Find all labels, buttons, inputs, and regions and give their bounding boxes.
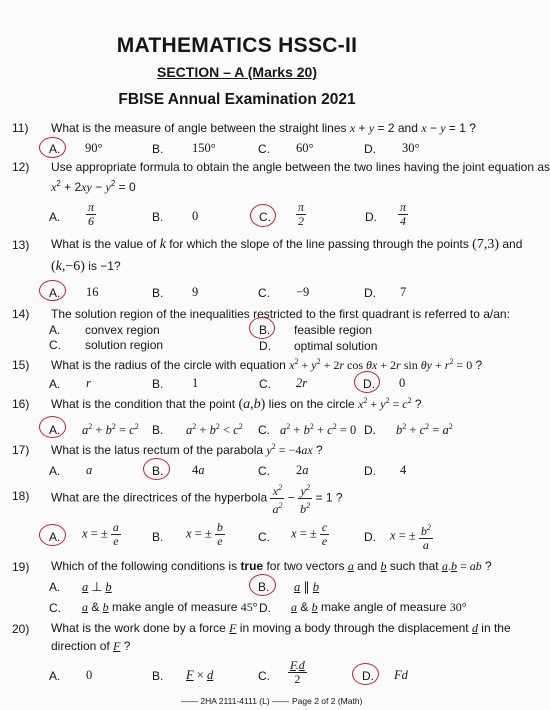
option-value: x = ± $\frac{b^2}{a}$ bbox=[390, 523, 431, 552]
question-number: 20) bbox=[12, 622, 30, 636]
option-value: 4 bbox=[400, 463, 407, 477]
option-label: B. bbox=[259, 323, 271, 337]
option-value: 0 bbox=[192, 209, 199, 223]
option-value: x = ± $\frac{b}{e}$ bbox=[186, 520, 223, 548]
option-label: B. bbox=[258, 580, 270, 594]
answer-mark bbox=[354, 371, 380, 393]
option-label: B. bbox=[152, 286, 164, 300]
answer-mark bbox=[249, 317, 275, 339]
option-value: 16 bbox=[86, 285, 99, 299]
option-label: D. bbox=[259, 339, 271, 353]
paper-code: —— 2HA 2111-4111 (L) —— bbox=[181, 696, 290, 706]
answer-mark bbox=[39, 416, 66, 438]
question-text: Which of the following conditions is true for two vectors a and b such that a.b = ab ? bbox=[51, 559, 492, 573]
question-text-cont: direction of F ? bbox=[51, 639, 131, 653]
option-value: a & b make angle of measure 45° bbox=[82, 600, 258, 614]
question-number: 14) bbox=[12, 307, 30, 321]
section-heading: SECTION – A (Marks 20) bbox=[156, 64, 317, 80]
option-value: $a^2 + b^2 < c^2$ bbox=[186, 422, 243, 438]
question-number: 13) bbox=[12, 238, 30, 252]
option-value: F × d bbox=[186, 668, 214, 682]
answer-mark bbox=[39, 280, 66, 301]
option-value: a ⊥ b bbox=[82, 580, 112, 594]
exam-heading: FBISE Annual Examination 2021 bbox=[118, 91, 356, 108]
question-text: What is the condition that the point (a,b) lies on the circle $x^2 + y^2 = c^2$ ? bbox=[51, 396, 422, 412]
option-value: Fd bbox=[394, 668, 408, 682]
question-text: The solution region of the inequalities restricted to the first quadrant is referred to a/an: bbox=[51, 307, 510, 321]
option-value: solution region bbox=[85, 338, 164, 352]
question-text: What is the work done by a force F in moving a body through the displacement d in the bbox=[51, 621, 511, 635]
option-value: $\frac{\pi}{2}$ bbox=[298, 200, 305, 228]
question-number: 15) bbox=[12, 358, 30, 372]
option-value: 1 bbox=[192, 376, 199, 390]
option-label: C. bbox=[258, 142, 270, 156]
option-value: x = ± $\frac{c}{e}$ bbox=[291, 520, 328, 548]
question-number: 11) bbox=[12, 121, 29, 135]
question-number: 18) bbox=[12, 489, 30, 503]
option-value: $a^2 + b^2 + c^2 = 0$ bbox=[280, 422, 357, 438]
equation: $x^2 + 2xy - y^2 = 0$ bbox=[51, 179, 136, 194]
option-value: 9 bbox=[192, 285, 199, 299]
option-label: B. bbox=[152, 142, 164, 156]
option-value: 4a bbox=[192, 463, 205, 477]
option-label: B. bbox=[152, 530, 164, 544]
option-label: A. bbox=[49, 580, 61, 594]
answer-mark bbox=[39, 524, 66, 546]
option-label: C. bbox=[258, 669, 270, 683]
option-label: A. bbox=[49, 530, 61, 544]
option-label: B. bbox=[152, 377, 164, 391]
option-label: D. bbox=[364, 286, 376, 300]
answer-mark bbox=[143, 458, 170, 480]
option-label: C. bbox=[259, 210, 271, 224]
option-label: D. bbox=[364, 423, 376, 437]
option-value: 7 bbox=[400, 285, 407, 299]
question-text: What is the latus rectum of the parabola $y^2 = -4ax$ ? bbox=[51, 442, 323, 457]
option-value: 60° bbox=[296, 141, 314, 155]
option-value: 0 bbox=[399, 376, 406, 390]
option-label: C. bbox=[258, 530, 270, 544]
option-label: A. bbox=[49, 464, 61, 478]
question-number: 12) bbox=[12, 160, 30, 174]
option-value: a & b make angle of measure 30° bbox=[291, 600, 467, 614]
option-label: B. bbox=[152, 669, 164, 683]
option-label: A. bbox=[49, 286, 61, 300]
option-label: D. bbox=[365, 210, 377, 224]
question-text: What is the measure of angle between the straight lines x + y = 2 and x − y = 1 ? bbox=[51, 121, 476, 135]
option-value: convex region bbox=[85, 323, 160, 337]
option-label: C. bbox=[259, 377, 271, 391]
option-value: 0 bbox=[86, 668, 93, 682]
option-label: D. bbox=[363, 377, 375, 391]
option-value: optimal solution bbox=[294, 339, 378, 353]
option-value: feasible region bbox=[294, 323, 373, 337]
option-label: D. bbox=[364, 530, 376, 544]
option-label: A. bbox=[49, 377, 61, 391]
option-value: 90° bbox=[85, 141, 103, 155]
question-number: 17) bbox=[12, 443, 30, 457]
option-value: 150° bbox=[192, 141, 216, 155]
option-label: A. bbox=[49, 142, 61, 156]
option-value: $\frac{\pi}{4}$ bbox=[400, 200, 407, 228]
option-label: C. bbox=[49, 601, 61, 615]
question-text: What is the radius of the circle with equation $x^2 + y^2 + 2r$ cos θx + 2r $\sin \theta y + r^2 = 0$ ? bbox=[51, 357, 483, 372]
question-text-cont: (k,−6) is −1? bbox=[51, 259, 121, 274]
page-title: MATHEMATICS HSSC-II bbox=[116, 34, 358, 57]
option-value: 2r bbox=[296, 376, 308, 390]
option-label: C. bbox=[49, 338, 61, 352]
option-value: 30° bbox=[402, 141, 420, 155]
option-value: $\frac{\pi}{6}$ bbox=[88, 200, 95, 228]
option-label: C. bbox=[258, 464, 270, 478]
option-label: A. bbox=[49, 210, 61, 224]
option-value: r bbox=[86, 376, 91, 390]
option-label: B. bbox=[152, 210, 164, 224]
option-label: B. bbox=[152, 423, 164, 437]
question-text: What is the value of k for which the slope of the line passing through the points (7,3) and bbox=[51, 237, 523, 252]
option-value: $\frac{F.d}{2}$ bbox=[290, 658, 305, 686]
option-value: x = ± $\frac{a}{e}$ bbox=[82, 520, 119, 548]
question-text: What are the directrices of the hyperbola $\frac{x^2}{a^2}$ − $\frac{y^2}{b^2}$ = 1 ? bbox=[51, 483, 343, 516]
option-label: A. bbox=[49, 423, 61, 437]
option-value: $b^2 + c^2 = a^2$ bbox=[396, 422, 453, 438]
option-value: 2a bbox=[296, 463, 309, 477]
option-label: C. bbox=[258, 286, 270, 300]
answer-mark bbox=[250, 204, 276, 227]
option-label: A. bbox=[49, 323, 61, 337]
option-value: −9 bbox=[296, 285, 310, 299]
question-number: 16) bbox=[12, 397, 30, 411]
option-label: D. bbox=[259, 601, 271, 615]
option-label: D. bbox=[364, 142, 376, 156]
question-text: Use appropriate formula to obtain the angle between the two lines having the joint equation as bbox=[51, 160, 550, 174]
option-label: B. bbox=[152, 464, 164, 478]
option-label: D. bbox=[364, 464, 376, 478]
page-number: Page 2 of 2 (Math) bbox=[292, 696, 363, 706]
option-value: a bbox=[86, 463, 93, 477]
answer-mark bbox=[39, 137, 66, 158]
option-value: a ∥ b bbox=[294, 580, 319, 594]
question-number: 19) bbox=[12, 560, 30, 574]
option-label: A. bbox=[49, 669, 61, 683]
option-value: $a^2 + b^2 = c^2$ bbox=[82, 422, 139, 438]
answer-mark bbox=[249, 574, 276, 596]
option-label: C. bbox=[258, 423, 270, 437]
answer-mark bbox=[352, 663, 379, 685]
option-label: D. bbox=[362, 669, 374, 683]
